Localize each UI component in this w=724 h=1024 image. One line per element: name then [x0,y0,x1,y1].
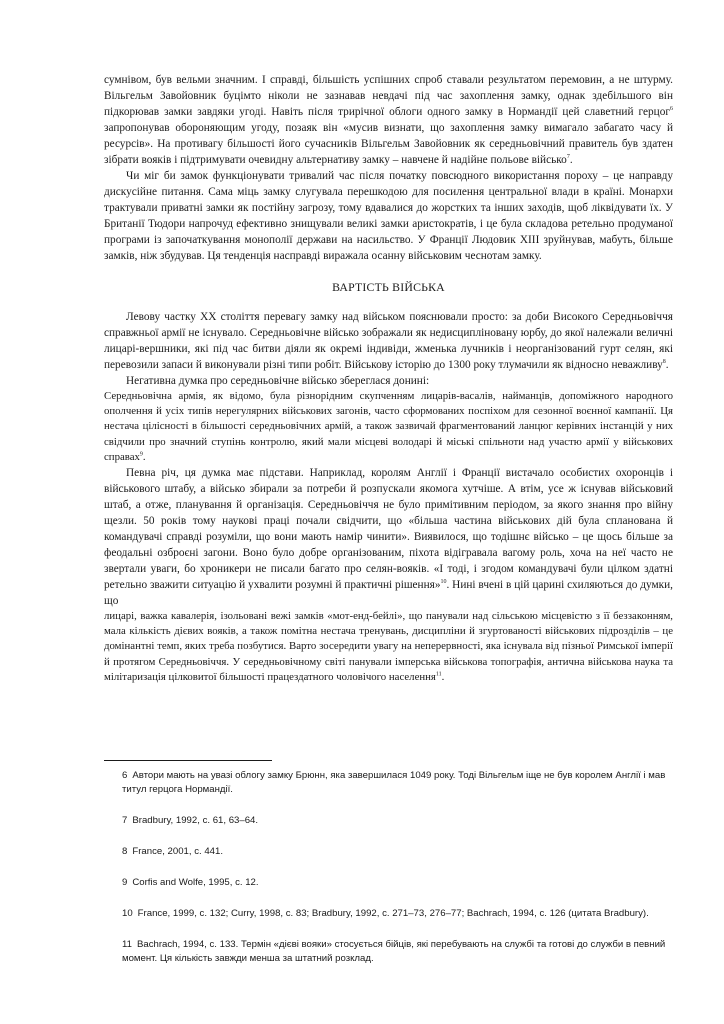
footnote-number: 9 [122,877,128,888]
footnote-number: 6 [122,770,128,781]
block-quote-1 [104,389,673,465]
footnote-11 [104,938,673,966]
footnote-text: France, 2001, с. 441. [132,846,224,857]
quote-text: . [142,450,146,463]
paragraph-text: . [665,359,669,371]
paragraph-text: запропонував обороняющим угоду, позаяк він «мусив визнати, що захоплення замку вимагало забагато часу й ресурсів». На противагу більшості його сучасників Вільгельм Завойовник як середньовічний правитель був здатен зібрати вояків і підтримувати очевидну альтернативу замку – навчене й надійне польове військо [104,122,673,166]
paragraph-3 [104,309,673,373]
footnote-text: France, 1999, с. 132; Curry, 1998, с. 83; Bradbury, 1992, с. 271–73, 276–77; Bachrach, 1994, с. 126 (цитата Bradbury). [137,908,649,919]
section-heading: ВАРТІСТЬ ВІЙСЬКА [332,280,445,294]
footnote-number: 8 [122,846,128,857]
footnote-ref-9: 9 [139,451,143,458]
footnote-divider [104,760,272,761]
footnote-number: 7 [122,815,128,826]
quote-text: . [441,670,445,683]
paragraph-text: сумнівом, був вельми значним. І справді, більшість успішних спроб ставали результатом перемовин, а не штурму. Вільгельм Завойовник буцімто ніколи не зазнавав невдачі під час захоплення замку, однак здебільшого він підкорював замки завдяки угоді. Навіть після трирічної облоги одного замку в Нормандії цей славетний герцог [104,74,673,118]
main-text [104,72,673,685]
footnote-ref-7: 7 [566,154,570,161]
paragraph-4: Негативна думка про середньовічне військо збереглася донині: [126,375,430,387]
paragraph-text: Певна річ, ця думка має підстави. Наприклад, королям Англії і Франції вистачало особистих охоронців і військового штабу, а військо збирали за потреби й розпускали якомога хутчіше. А втім, усе ж існував військовий штаб, а отже, планування й організація. Середньовіччя не було примітивним періодом, за якого знання про війну щезли. 50 років тому наукові праці почали свідчити, що «більша частина військових дій була спланована й командувачі справді розуміли, що вони мають намір чинити». Виявилося, що тодішнє військо – це щось більше за феодальні озброєні загони. Воно було добре організованим, піхота відігравала вагому роль, хоча на неї часто не звертали уваги, бо хроникери не писали багато про селян-вояків. «І тоді, і згодом командувачі були цілком здатні ретельно зважити ситуацію й ухвалити розумні й практичні рішення» [104,467,673,592]
paragraph-5 [104,465,673,609]
footnote-7 [104,814,673,828]
paragraph-text: Левову частку XX століття перевагу замку над військом пояснювали просто: за доби Високого Середньовіччя справжньої армії не існувало. Середньовічне військо зображали як недисципліновану юрбу, до якої належали величні лицарі-вершники, які під час битви діяли як окремі індивіди, жменька лучників і неорганізований гурт селян, які перевозили запаси й виконували різні типи робіт. Військову історію до 1300 року тлумачили як відносно неважливу [104,311,673,371]
paragraph-text: . [569,154,573,166]
footnote-text: Автори мають на увазі облогу замку Брюнн, яка завершилася 1049 року. Тоді Вільгельм іще не був королем Англії і мав титул герцога Нормандії. [122,770,666,795]
footnotes [104,769,673,966]
footnote-ref-6: 6 [670,106,673,113]
footnote-9 [104,876,673,890]
footnote-6 [104,769,673,797]
footnote-ref-11: 11 [435,671,442,678]
quote-text: Середньовічна армія, як відомо, була різнорідним скупченням лицарів-васалів, найманців, допоміжного народного ополчення й усіх типів нерегулярних військових загонів, часто сформованих поспіхом для сезонної воєнної кампанії. Ця нестача цілісності в більшості середньовічних армій, а також зазвичай фрагментований ланцюг керівних інстанцій у них свідчили про значний ступінь контролю, який мали місцеві володарі й міські спільноти над участю армії у військових справах [104,390,673,463]
footnote-text: Corfis and Wolfe, 1995, с. 12. [132,877,259,888]
paragraph-2: Чи міг би замок функціонувати тривалий час після початку повсюдного використання пороху – це направду дискусійне питання. Сама міць замку слугувала перешкодою для посилення центральної влади в країні. Монархи трактували приватні замки як постійну загрозу, тому вдавалися до жорстких та інших заходів, щоб ліквідувати їх. У Британії Тюдори напрочуд ефективно знищували великі замки аристократів, і це була складова ретельно продуманої програми із започаткування монополії держави на насильство. У Франції Людовик XIII зруйнував, мабуть, більше замків, ніж збудував. Ця тенденція насправді виражала осанну військовим чеснотам замку. [104,170,673,262]
footnote-8 [104,845,673,859]
paragraph-1 [104,72,673,168]
footnote-text: Bradbury, 1992, с. 61, 63–64. [132,815,259,826]
quote-text: лицарі, важка кавалерія, ізольовані вежі замків «мот-енд-бейлі», що панували над сільською місцевістю з її беззаконням, мала кількість дієвих вояків, а також помітна нестача тренувань, дисципліни й згуртованості військових підрозділів – це домінантні темп, яких треба позбутися. Варто зосередити увагу на неперервності, яка існувала від пізньої Римської імперії й протягом Середньовіччя. У середньовічному світі панували імперська військова топографія, антична військова наука та мілітаризація цілковитої більшості працездатного чоловічого населення [104,610,673,683]
footnote-text: Bachrach, 1994, с. 133. Термін «дієві вояки» стосується бійців, які перебувають на службі та готові до служби в певний момент. Ця кількість завжди менша за штатний розклад. [122,939,666,964]
footnote-number: 10 [122,908,133,919]
footnote-10 [104,907,673,921]
footnote-ref-10: 10 [440,579,447,586]
block-quote-2 [104,609,673,685]
paragraph-text: . Нині вчені в цій царині схиляються до думки, що [104,579,673,608]
footnote-number: 11 [122,939,132,950]
footnote-ref-8: 8 [662,359,666,366]
